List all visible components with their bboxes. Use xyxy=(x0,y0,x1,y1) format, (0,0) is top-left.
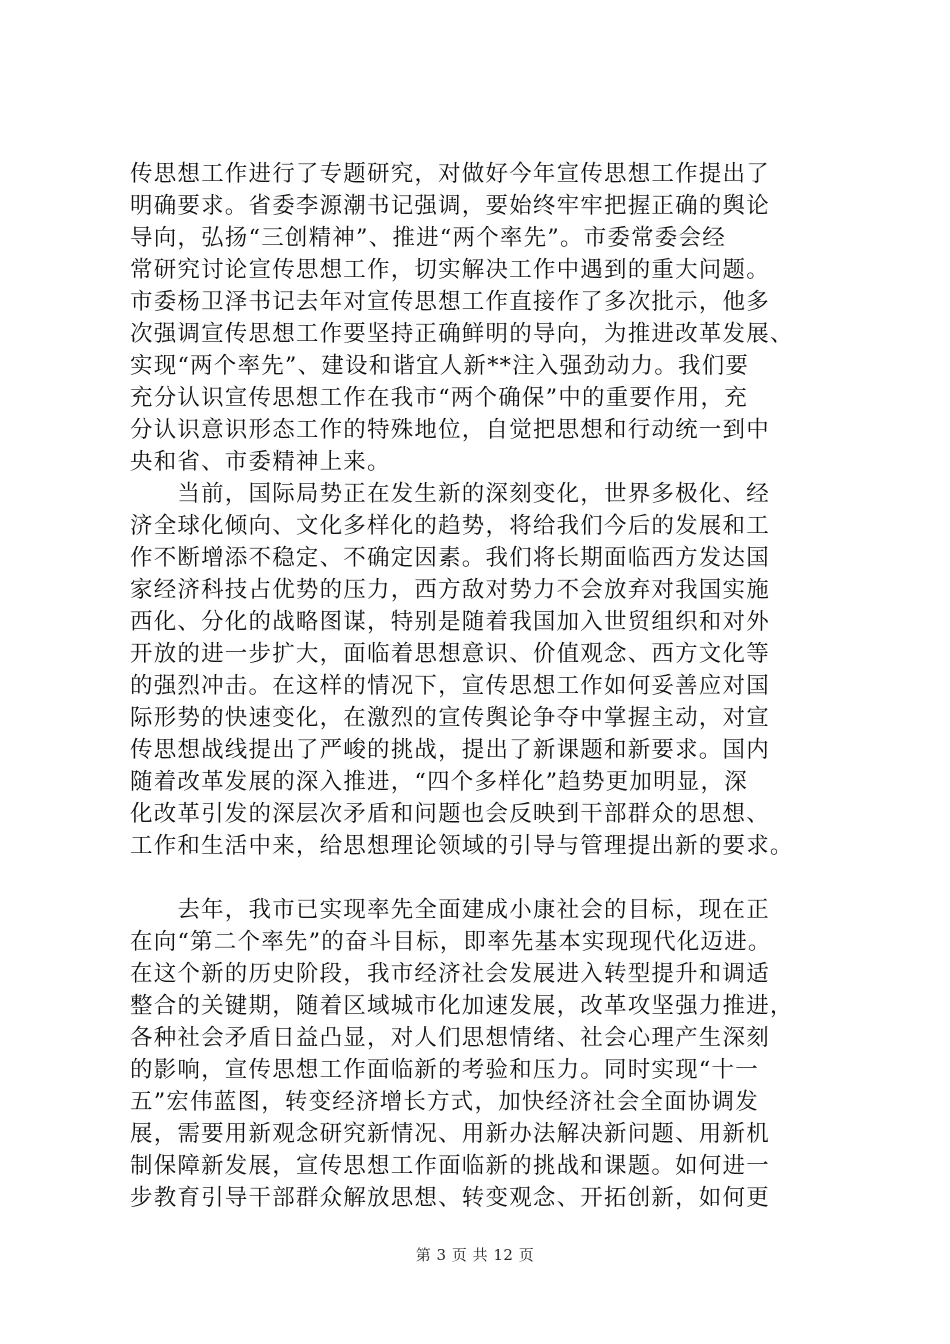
text-line: 常研究讨论宣传思想工作，切实解决工作中遇到的重大问题。 xyxy=(130,257,770,283)
text-line: 西化、分化的战略图谋，特别是随着我国加入世贸组织和对外 xyxy=(130,609,770,635)
text-line: 传思想战线提出了严峻的挑战，提出了新课题和新要求。国内 xyxy=(130,737,770,763)
text-line: 整合的关键期，随着区域城市化加速发展，改革攻坚强力推进， xyxy=(130,993,794,1019)
text-line: 在这个新的历史阶段，我市经济社会发展进入转型提升和调适 xyxy=(130,961,770,987)
text-line: 家经济科技占优势的压力，西方敌对势力不会放弃对我国实施 xyxy=(130,577,770,603)
text-line: 导向，弘扬“三创精神”、推进“两个率先”。市委常委会经 xyxy=(130,225,726,251)
text-line: 次强调宣传思想工作要坚持正确鲜明的导向，为推进改革发展、 xyxy=(130,321,794,347)
text-line: 济全球化倾向、文化多样化的趋势，将给我们今后的发展和工 xyxy=(130,513,770,539)
text-line: 际形势的快速变化，在激烈的宣传舆论争夺中掌握主动，对宣 xyxy=(130,705,770,731)
text-line: 传思想工作进行了专题研究，对做好今年宣传思想工作提出了 xyxy=(130,161,770,187)
text-line: 分认识意识形态工作的特殊地位，自觉把思想和行动统一到中 xyxy=(130,417,770,443)
paragraph-3 xyxy=(130,894,830,1214)
text-line: 工作和生活中来，给思想理论领域的引导与管理提出新的要求。 xyxy=(130,833,794,859)
paragraph-2 xyxy=(130,478,830,862)
text-line: 作不断增添不稳定、不确定因素。我们将长期面临西方发达国 xyxy=(130,545,770,571)
text-line: 去年，我市已实现率先全面建成小康社会的目标，现在正 xyxy=(130,897,770,923)
text-line: 市委杨卫泽书记去年对宣传思想工作直接作了多次批示，他多 xyxy=(130,289,770,315)
text-line: 充分认识宣传思想工作在我市“两个确保”中的重要作用，充 xyxy=(130,385,748,411)
text-line: 的影响，宣传思想工作面临新的考验和压力。同时实现“十一 xyxy=(130,1057,759,1083)
text-line: 在向“第二个率先”的奋斗目标，即率先基本实现现代化迈进。 xyxy=(130,929,772,955)
text-line: 五”宏伟蓝图，转变经济增长方式，加快经济社会全面协调发 xyxy=(130,1089,759,1115)
paragraph-spacer xyxy=(130,862,830,894)
text-line: 制保障新发展，宣传思想工作面临新的挑战和课题。如何进一 xyxy=(130,1153,770,1179)
text-line: 当前，国际局势正在发生新的深刻变化，世界多极化、经 xyxy=(130,481,770,507)
text-line: 步教育引导干部群众解放思想、转变观念、开拓创新，如何更 xyxy=(130,1185,770,1211)
page-number-footer: 第 3 页 共 12 页 xyxy=(415,1246,535,1264)
paragraph-1 xyxy=(130,158,830,478)
text-line: 明确要求。省委李源潮书记强调，要始终牢牢把握正确的舆论 xyxy=(130,193,770,219)
text-line: 开放的进一步扩大，面临着思想意识、价值观念、西方文化等 xyxy=(130,641,770,667)
text-line: 随着改革发展的深入推进，“四个多样化”趋势更加明显，深 xyxy=(130,769,748,795)
document-body xyxy=(130,158,830,1214)
text-line: 各种社会矛盾日益凸显，对人们思想情绪、社会心理产生深刻 xyxy=(130,1025,770,1051)
text-line: 展，需要用新观念研究新情况、用新办法解决新问题、用新机 xyxy=(130,1121,770,1147)
text-line: 央和省、市委精神上来。 xyxy=(130,449,391,475)
text-line: 的强烈冲击。在这样的情况下，宣传思想工作如何妥善应对国 xyxy=(130,673,770,699)
text-line: 实现“两个率先”、建设和谐宜人新**注入强劲动力。我们要 xyxy=(130,353,750,379)
text-line: 化改革引发的深层次矛盾和问题也会反映到干部群众的思想、 xyxy=(130,801,770,827)
